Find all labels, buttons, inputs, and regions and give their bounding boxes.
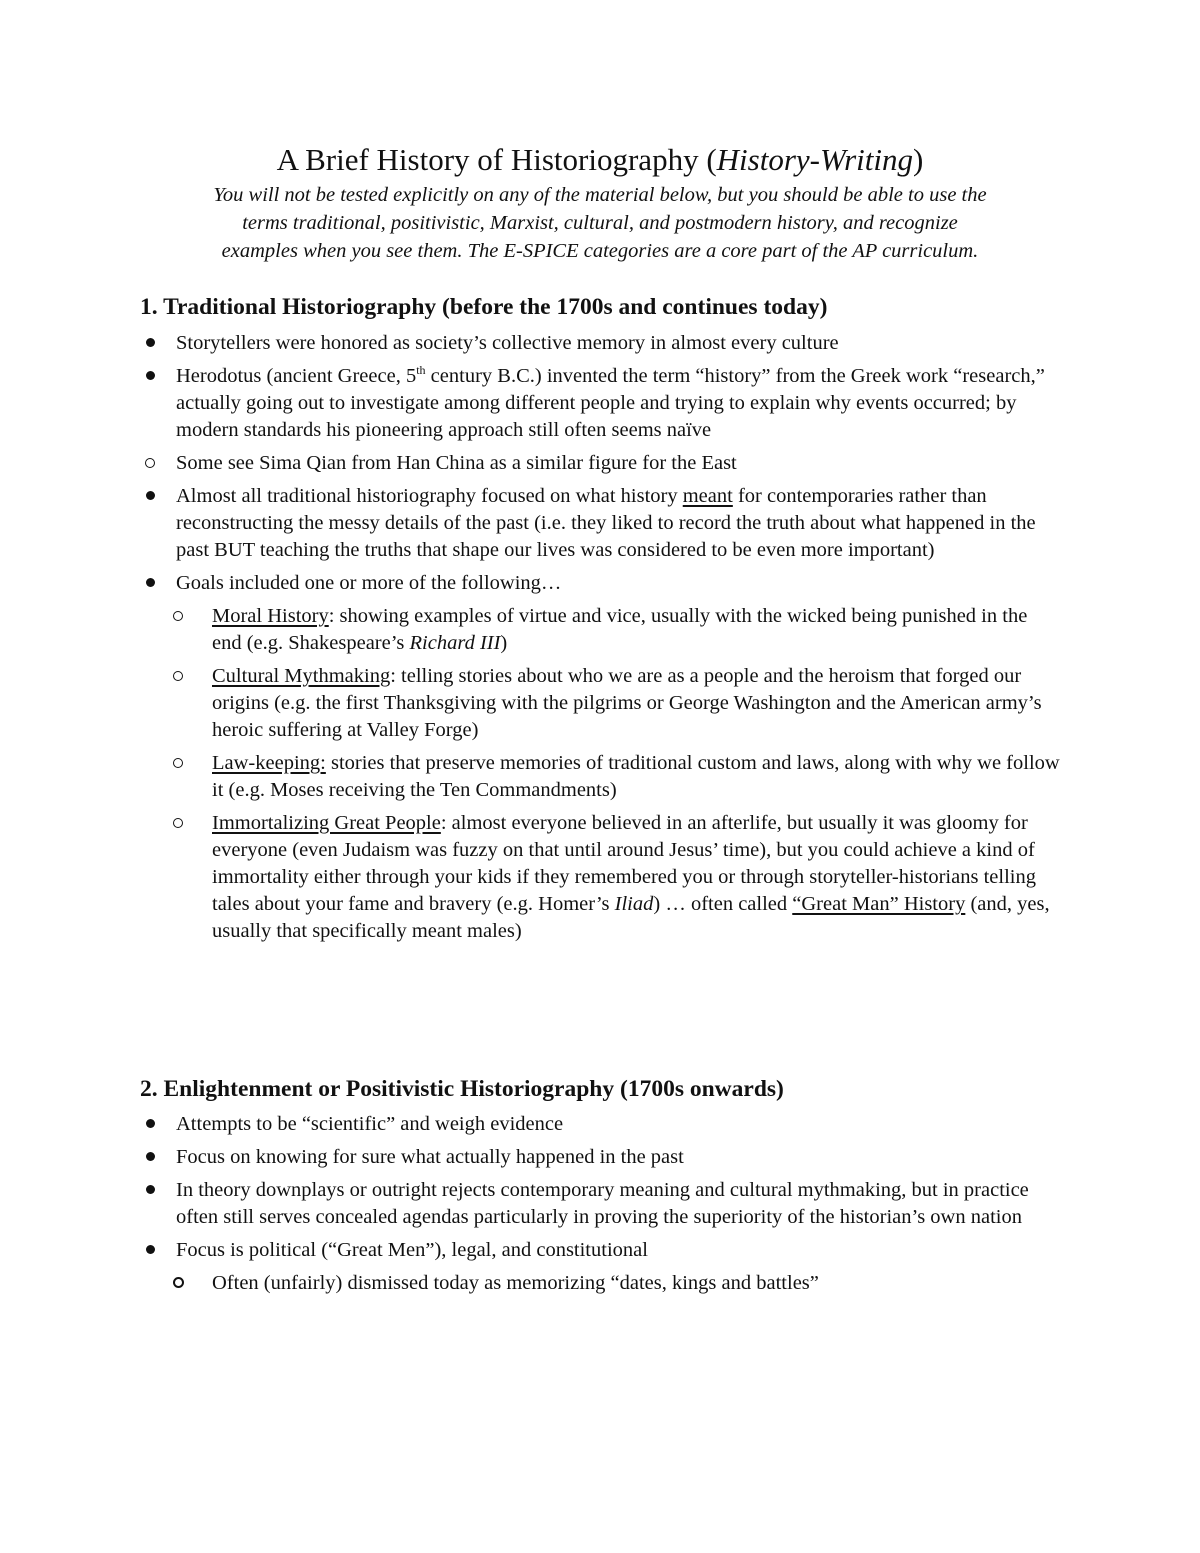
list-item — [140, 483, 1060, 564]
bullet-icon — [140, 1111, 160, 1138]
circle-bullet-icon — [140, 450, 160, 477]
bullet-icon — [140, 1144, 160, 1171]
item-text: : almost everyone believed in an afterlife, but usually it was gloomy for everyone (even Judaism was fuzzy on that until around Jesus’ time), but you could achieve a kind of immortality either through your kids if they remembered you or through storyteller-historians telling tales about your fame and bravery (e.g. Homer’s — [212, 812, 1036, 915]
term-moral-history: Moral History — [212, 605, 329, 627]
italic-title: Richard III — [409, 632, 501, 654]
item-text: century B.C.) invented the term “history” from the Greek work “research,” actually going out to investigate among different people and trying to explain why events occurred; by modern standards his pioneering approach still often seems naïve — [176, 365, 1045, 441]
title-text: A Brief History of Historiography ( — [276, 142, 717, 177]
list-item — [140, 330, 1060, 357]
list-item — [140, 570, 1060, 597]
sub-list-item — [140, 663, 1060, 744]
item-text: stories that preserve memories of traditional custom and laws, along with why we follow it (e.g. Moses receiving the Ten Commandments) — [212, 752, 1060, 801]
item-text: Some see Sima Qian from Han China as a similar figure for the East — [176, 452, 737, 474]
item-text: Attempts to be “scientific” and weigh evidence — [176, 1113, 564, 1135]
item-text: for contemporaries rather than reconstructing the messy details of the past (i.e. they liked to record the truth about what happened in the past BUT teaching the truths that shape our lives was considered to be even more important) — [176, 485, 1036, 561]
italic-title: Iliad — [614, 893, 654, 915]
item-text: : showing examples of virtue and vice, usually with the wicked being punished in the end (e.g. Shakespeare’s — [212, 605, 1028, 654]
item-text: Often (unfairly) dismissed today as memorizing “dates, kings and battles” — [212, 1272, 819, 1294]
term-cultural-mythmaking: Cultural Mythmaking — [212, 665, 391, 687]
list-item — [140, 363, 1060, 444]
item-text: Storytellers were honored as society’s collective memory in almost every culture — [176, 332, 839, 354]
list-item — [140, 450, 1060, 477]
item-text: ) … often called — [653, 893, 793, 915]
underlined-text: meant — [682, 485, 733, 507]
page-title — [140, 140, 1060, 180]
list-item — [140, 1111, 1060, 1138]
list-item — [140, 1237, 1060, 1264]
item-text: Almost all traditional historiography focused on what history — [176, 485, 683, 507]
subtitle-line: examples when you see them. The E-SPICE categories are a core part of the AP curriculum. — [221, 240, 979, 262]
term-immortalizing-great-people: Immortalizing Great People — [212, 812, 441, 834]
bullet-icon — [140, 570, 160, 597]
bullet-icon — [140, 330, 160, 357]
title-close: ) — [912, 142, 924, 177]
sub-list-item — [140, 810, 1060, 945]
item-text: Focus is political (“Great Men”), legal, and constitutional — [176, 1239, 648, 1261]
term-great-man-history: “Great Man” History — [792, 893, 966, 915]
bullet-icon — [140, 483, 160, 510]
item-text: Focus on knowing for sure what actually happened in the past — [176, 1146, 684, 1168]
sub-list-item — [140, 1270, 1060, 1297]
circle-bullet-icon — [168, 663, 188, 690]
circle-bullet-icon — [168, 750, 188, 777]
ordinal-suffix: th — [416, 363, 426, 378]
item-text: Goals included one or more of the following… — [176, 572, 562, 594]
item-text: In theory downplays or outright rejects contemporary meaning and cultural mythmaking, but in practice often still serves concealed agendas particularly in proving the superiority of the historian’s own nation — [176, 1179, 1029, 1228]
section-list-traditional — [140, 330, 1060, 945]
item-text: Herodotus (ancient Greece, 5 — [176, 365, 417, 387]
subtitle-line: You will not be tested explicitly on any of the material below, but you should be able to use the — [213, 184, 987, 206]
item-text: : telling stories about who we are as a people and the heroism that forged our origins (e.g. the first Thanksgiving with the pilgrims or George Washington and the American army’s heroic suffering at Valley Forge) — [212, 665, 1042, 741]
bullet-icon — [140, 363, 160, 390]
list-item — [140, 1144, 1060, 1171]
circle-bullet-icon — [168, 810, 188, 837]
title-italic: History-Writing — [716, 142, 913, 177]
item-text: (and, yes, usually that specifically meant males) — [212, 893, 1050, 942]
bullet-icon — [140, 1237, 160, 1264]
circle-bullet-icon — [168, 1270, 188, 1297]
item-text: ) — [500, 632, 508, 654]
subtitle-line: terms traditional, positivistic, Marxist, cultural, and postmodern history, and recognize — [242, 212, 958, 234]
bullet-icon — [140, 1177, 160, 1204]
section-heading-positivistic: 2. Enlightenment or Positivistic Historiography (1700s onwards) — [140, 1076, 784, 1102]
section-heading-traditional: 1. Traditional Historiography (before the 1700s and continues today) — [140, 294, 828, 320]
section-list-positivistic — [140, 1111, 1060, 1297]
sub-list-item — [140, 603, 1060, 657]
list-item — [140, 1177, 1060, 1231]
circle-bullet-icon — [168, 603, 188, 630]
term-law-keeping: Law-keeping: — [212, 752, 326, 774]
subtitle — [140, 181, 1060, 265]
sub-list-item — [140, 750, 1060, 804]
